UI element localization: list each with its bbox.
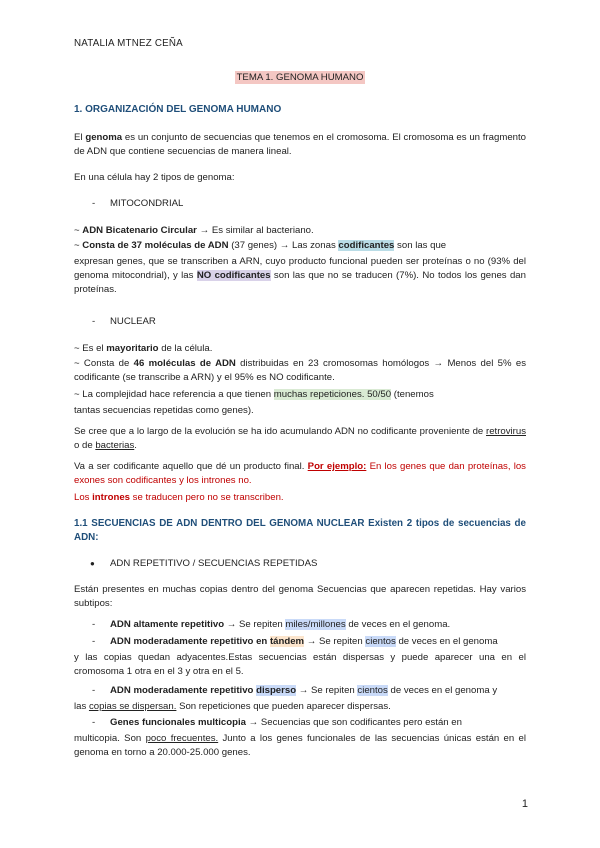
highlight-cientos: cientos	[365, 636, 396, 647]
highlight-tandem: tándem	[269, 636, 305, 647]
bold-term: ADN altamente repetitivo	[110, 619, 225, 630]
text: .	[134, 440, 137, 451]
text: → Se repiten	[304, 636, 366, 647]
bold-term: ADN moderadamente repetitivo	[110, 685, 257, 696]
text: ~	[74, 240, 83, 251]
dash: -	[92, 198, 96, 209]
nuc-line-3	[74, 388, 526, 402]
example-text: En los genes que dan proteínas, los exones son codificantes y los intrones no.	[74, 461, 526, 486]
bold-term: 46 moléculas de ADN	[133, 358, 236, 369]
multicopia-description	[74, 732, 526, 760]
list-label: MITOCONDRIAL	[110, 198, 184, 209]
dash: -	[92, 717, 96, 728]
bold-term: Genes funcionales multicopia	[110, 717, 246, 728]
text: ~ Es el	[74, 343, 107, 354]
paragraph-presentes: Están presentes en muchas copias dentro del genoma Secuencias que aparecen repetidas. Hay varios subtipos:	[74, 584, 526, 609]
text: (37 genes) → Las zonas	[228, 240, 339, 251]
text: son las que	[394, 240, 447, 251]
subtype-altamente	[92, 618, 450, 632]
highlight-miles: miles/millones	[285, 619, 346, 630]
text: se traducen pero no se transcriben.	[130, 492, 284, 503]
text: → Se repiten	[224, 619, 286, 630]
bold-term: Consta de 37 moléculas de ADN	[82, 240, 229, 251]
text: Junto a los genes funcionales de las secuencias únicas están en el genoma en torno a 20.000-25.000 genes.	[74, 733, 527, 758]
text: Son repeticiones que pueden aparecer dispersas.	[176, 701, 391, 712]
subtype-disperso	[92, 684, 497, 698]
title-text: TEMA 1. GENOMA HUMANO	[236, 72, 364, 83]
text: de veces en el genoma	[395, 636, 498, 647]
bold-term: genoma	[85, 132, 123, 143]
text: o de	[74, 440, 96, 451]
text: → Es similar al bacteriano.	[196, 225, 314, 236]
text: expresan genes, que se transcriben a ARN, cuyo producto funcional pueden ser proteínas o no (93% del genoma mitocondrial), y las	[74, 256, 526, 281]
paragraph-codificante	[74, 460, 526, 488]
text: son las que no se traducen (7%). No todos los genes dan proteínas.	[74, 270, 526, 295]
underlined-term: copias se dispersan.	[88, 701, 177, 712]
text: distribuidas en 23 cromosomas homólogos → Menos del 5% es codificante (se transcribe a ARN) y el 95% es NO codificante.	[74, 358, 527, 383]
highlight-cientos: cientos	[357, 685, 388, 696]
section-heading-1-1: 1.1 SECUENCIAS DE ADN DENTRO DEL GENOMA NUCLEAR Existen 2 tipos de secuencias de ADN:	[74, 518, 526, 543]
page-number: 1	[521, 798, 528, 810]
paragraph-evolucion	[74, 425, 526, 453]
bullet-adn-repetitivo	[90, 557, 317, 571]
dash: -	[92, 636, 96, 647]
highlight-no-codificantes: NO codificantes	[196, 270, 271, 281]
text: es un conjunto de secuencias que tenemos en el cromosoma. El cromosoma es un fragmento de ADN que contiene secuencias de manera lineal.	[74, 132, 527, 157]
text: Se cree que a lo largo de la evolución se ha ido acumulando ADN no codificante proveniente de	[74, 426, 487, 437]
text: Los	[74, 492, 93, 503]
highlight-codificantes: codificantes	[338, 240, 395, 251]
mito-line-1	[74, 224, 526, 238]
text: → Se repiten	[296, 685, 358, 696]
text: → Secuencias que son codificantes pero están en	[245, 717, 462, 728]
text: El	[74, 132, 86, 143]
dash: -	[92, 685, 96, 696]
bold-term: ADN moderadamente repetitivo en	[110, 636, 270, 647]
text: de veces en el genoma y	[387, 685, 498, 696]
section-heading-1: 1. ORGANIZACIÓN DEL GENOMA HUMANO	[74, 104, 282, 115]
underlined-term: retrovirus	[486, 426, 526, 437]
tandem-description: y las copias quedan adyacentes.Estas secuencias están dispersas y puede aparecer una en el cromosoma 1 otra en el 3 y otra en el 5.	[74, 652, 526, 677]
highlight-repeticiones: muchas repeticiones. 50/50	[273, 389, 392, 400]
text: ~ Consta de	[74, 358, 134, 369]
list-item-mitocondrial	[92, 197, 183, 211]
dash: -	[92, 619, 96, 630]
nuc-line-4: tantas secuencias repetidas como genes).	[74, 405, 254, 416]
list-item-nuclear	[92, 315, 156, 329]
text: las	[74, 701, 89, 712]
highlight-disperso: disperso	[256, 685, 297, 696]
underlined-term: poco frecuentes.	[145, 733, 219, 744]
mito-paragraph	[74, 255, 526, 297]
dash: -	[92, 316, 96, 327]
subtype-multicopia	[92, 716, 462, 730]
text: ~ La complejidad hace referencia a que tienen	[74, 389, 274, 400]
disperso-description	[74, 700, 526, 714]
bullet-label: ADN REPETITIVO / SECUENCIAS REPETIDAS	[110, 558, 318, 569]
paragraph-genoma	[74, 131, 526, 159]
text: de la célula.	[158, 343, 213, 354]
bold-term: ADN Bicatenario Circular	[82, 225, 197, 236]
text: ~	[74, 225, 83, 236]
bullet-icon: ●	[90, 559, 95, 568]
subtype-tandem	[92, 635, 498, 649]
text: Va a ser codificante aquello que dé un producto final.	[74, 461, 308, 472]
mito-line-2	[74, 239, 526, 253]
page-title	[0, 71, 600, 85]
bold-term: intrones	[92, 492, 130, 503]
author-header: NATALIA MTNEZ CEÑA	[74, 38, 183, 49]
example-label: Por ejemplo:	[307, 461, 367, 472]
underlined-term: bacterias	[95, 440, 135, 451]
nuc-line-2	[74, 357, 526, 385]
nuc-line-1	[74, 342, 526, 356]
text: (tenemos	[391, 389, 434, 400]
text: multicopia. Son	[74, 733, 146, 744]
paragraph-intrones	[74, 491, 526, 505]
bold-term: mayoritario	[106, 343, 159, 354]
list-label: NUCLEAR	[110, 316, 156, 327]
text: de veces en el genoma.	[345, 619, 451, 630]
paragraph-tipos: En una célula hay 2 tipos de genoma:	[74, 172, 235, 183]
